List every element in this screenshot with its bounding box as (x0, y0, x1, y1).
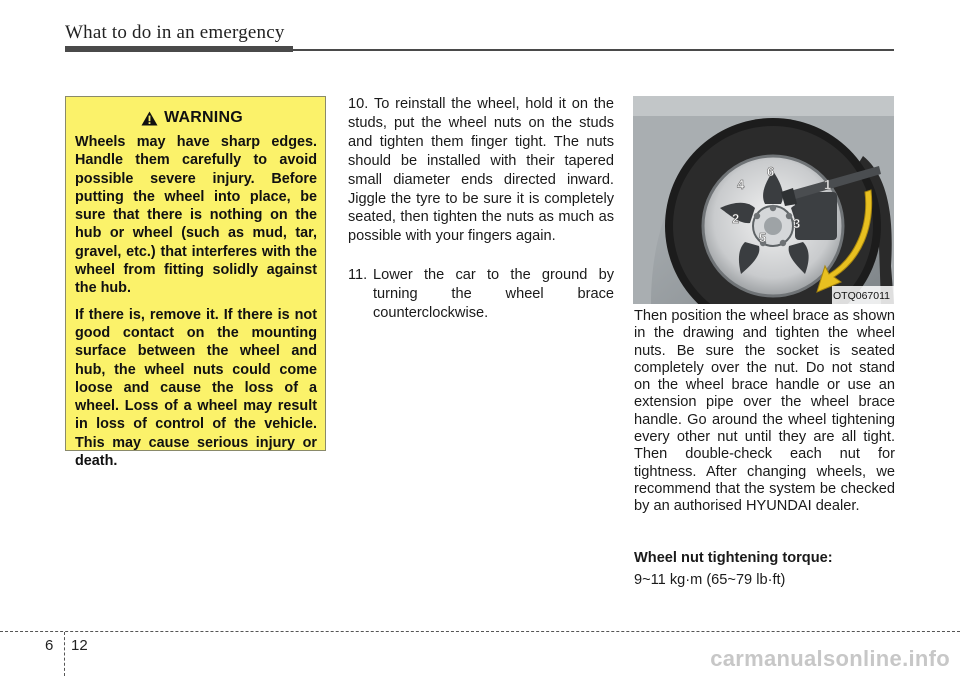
nut-label: 4 (737, 177, 745, 192)
torque-heading: Wheel nut tightening torque: (634, 550, 833, 566)
section-title: What to do in an emergency (65, 22, 285, 43)
warning-paragraph: If there is, remove it. If there is not good contact on the mounting surface between the wheel and hub, the wheel nuts could come loose and cause the loss of a wheel. Loss of a wheel may result in loss of control of the vehicle. This may cause serious injury or death. (75, 306, 317, 470)
step-number: 11. (348, 267, 368, 283)
header-rule-thin (293, 49, 894, 51)
nut-label: 2 (732, 211, 740, 226)
nut-label: 6 (767, 164, 775, 179)
warning-box (65, 96, 326, 470)
step-text: To reinstall the wheel, hold it on the studs, put the wheel nuts on the studs and tighten them finger tight. The nuts should be installed with their tapered small diameter ends directed inward. Jiggle the tyre to be sure it is completely seated, then tighten the nuts as much as possible with your fingers again. (348, 96, 614, 245)
step-item (348, 95, 614, 275)
step-item (348, 266, 614, 326)
wheel-brace-illustration (633, 96, 894, 304)
watermark: carmanualsonline.info (710, 646, 950, 671)
warning-triangle-icon (141, 111, 158, 126)
nut-label: 3 (793, 216, 801, 231)
footer-divider (64, 632, 65, 676)
wheel-photo (633, 96, 894, 304)
page-number: 12 (71, 637, 88, 654)
nut-label: 1 (824, 177, 832, 192)
footer-rule (0, 631, 960, 632)
step-text: Lower the car to the ground by turning the wheel brace counterclockwise. (373, 267, 614, 321)
nut-label: 5 (759, 230, 767, 245)
warning-title: WARNING (164, 109, 243, 126)
chapter-number: 6 (45, 637, 54, 654)
warning-paragraph: Wheels may have sharp edges. Handle them carefully to avoid possible severe injury. Before putting the wheel into place, be sure that there is nothing on the hub or wheel (such as mud, tar, gravel, etc.) that interferes with the wheel from fitting solidly against the hub. (75, 134, 317, 297)
figure-code: OTQ067011 (832, 290, 890, 302)
header-rule-thick (65, 46, 293, 52)
torque-value: 9~11 kg·m (65~79 lb·ft) (634, 572, 786, 588)
step-number: 10. (348, 96, 369, 112)
instruction-paragraph: Then position the wheel brace as shown in the drawing and tighten the wheel nuts. Be sure the socket is seated completely over the nut. Do not stand on the wheel brace handle or use an extension pipe over the wheel brace handle. Go around the wheel tightening every other nut until they are all tight. Then double-check each nut for tightness. After changing wheels, we recommend that the system be checked by an authorised HYUNDAI dealer. (634, 308, 895, 515)
warning-header (67, 109, 317, 127)
